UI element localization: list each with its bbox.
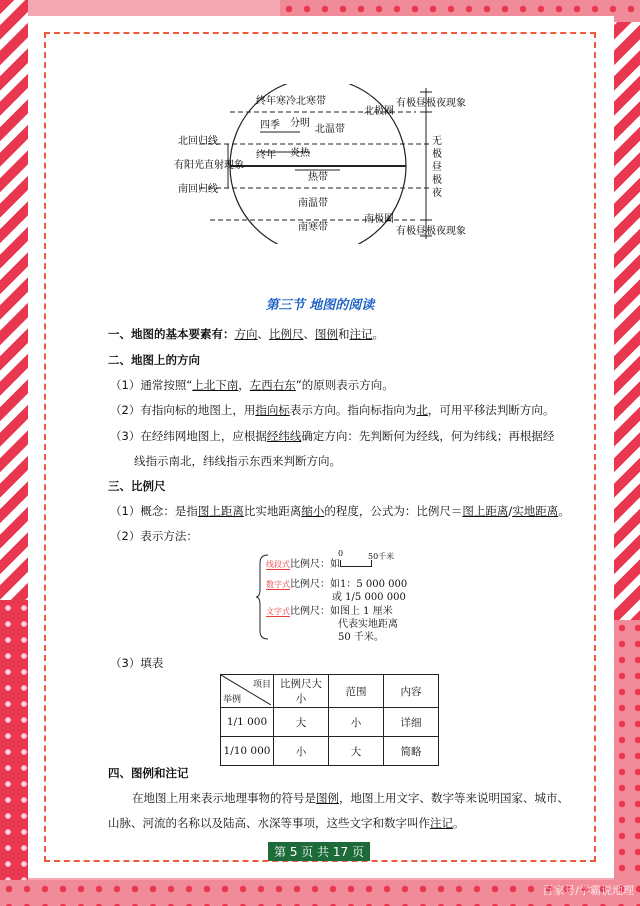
table-cell: 1/1 000 [221,708,274,737]
earth-zones-diagram [160,84,490,244]
segment-end: 50千米 [368,552,395,561]
legend-para-1: 在地图上用来表示地理事物的符号是图例，地图上用文字、数字等来说明国家、城市、 [132,791,569,805]
elements-line: 一、地图的基本要素有：方向、比例尺、图例和注记。 [108,327,384,341]
tag-number-scale: 数字式 [266,580,290,589]
table-cell: 详细 [384,708,439,737]
scale-table [220,674,439,766]
label-polar-bottom: 有极昼极夜现象 [396,226,466,237]
label-hot: 炎热 [290,148,310,159]
text-scale-cont: 代表实地距离 [338,619,398,630]
corner-bottom: 举例 [223,695,242,705]
page-number-badge: 第 5 页 共 17 页 [268,842,370,861]
table-header: 范围 [329,675,384,708]
direction-item-3: （3）在经纬网地图上，应根据经纬线确定方向：先判断何为经线，何为纬线；再根据经 [110,429,555,443]
label-arctic-circle: 北极圈 [364,106,394,117]
heading-direction: 二、地图上的方向 [108,353,200,367]
table-header: 内容 [384,675,439,708]
scale-methods-label: （2）表示方法： [110,529,198,543]
direction-item-3-cont: 线指示南北，纬线指示东西来判断方向。 [134,454,341,468]
right-dot-border [614,620,640,906]
text-scale-end: 50 千米。 [338,632,384,643]
line-scale-text: 比例尺：如 [290,559,340,570]
scale-methods-figure [256,549,416,643]
segment-start: 0 [338,549,344,558]
table-cell: 大 [329,737,384,766]
section-title: 第三节 地图的阅读 [265,298,375,313]
left-dot-border [0,600,28,906]
table-cell: 小 [274,737,329,766]
table-row [221,708,439,737]
label-antarctic-circle: 南极圈 [364,214,394,225]
table-cell: 小 [329,708,384,737]
table-cell: 大 [274,708,329,737]
direction-item-2: （2）有指向标的地图上，用指向标表示方向。指向标指向为北，可用平移法判断方向。 [110,403,555,417]
label-distinct: 分明 [290,118,310,129]
label-south-temperate: 南温带 [298,198,328,209]
text-scale-text: 比例尺：如图上 1 厘米 [290,606,393,617]
label-north-temperate: 北温带 [315,124,345,135]
label-south-frigid: 南寒带 [298,222,328,233]
corner-top: 项目 [252,680,271,690]
label-polar-top: 有极昼极夜现象 [396,98,466,109]
heading-legend: 四、图例和注记 [108,766,189,780]
number-scale-alt: 或 1/5 000 000 [332,592,406,603]
legend-para-2: 山脉、河流的名称以及陆高、水深等事项，这些文字和数字叫作注记。 [108,816,465,830]
tag-line-scale: 线段式 [266,560,290,569]
tag-text-scale: 文字式 [266,607,290,616]
watermark: 百家号/学霸说地理 [542,884,634,897]
table-header: 比例尺大小 [274,675,329,708]
table-cell: 1/10 000 [221,737,274,766]
label-tropical: 热带 [308,172,328,183]
table-row [221,737,439,766]
label-south-tropic: 南回归线 [178,184,218,195]
table-header-row [221,675,439,708]
label-direct-sun: 有阳光直射现象 [174,160,244,171]
label-four-seasons: 四季 [260,120,280,131]
direction-item-1: （1）通常按照“上北下南，左西右东”的原则表示方向。 [110,378,394,392]
fill-table-label: （3）填表 [110,656,164,670]
label-year-round: 终年 [256,150,276,161]
scale-concept: （1）概念：是指图上距离比实地距离缩小的程度，公式为：比例尺＝图上距离/实地距离。 [110,504,570,518]
table-corner-cell [221,675,274,708]
heading-scale: 三、比例尺 [108,479,166,493]
number-scale-text: 比例尺：如1：5 000 000 [290,579,408,590]
label-north-tropic: 北回归线 [178,136,218,147]
table-cell: 简略 [384,737,439,766]
label-top-zone: 终年寒冷北寒带 [256,96,326,107]
label-no-polar: 无极昼极夜 [432,136,442,199]
